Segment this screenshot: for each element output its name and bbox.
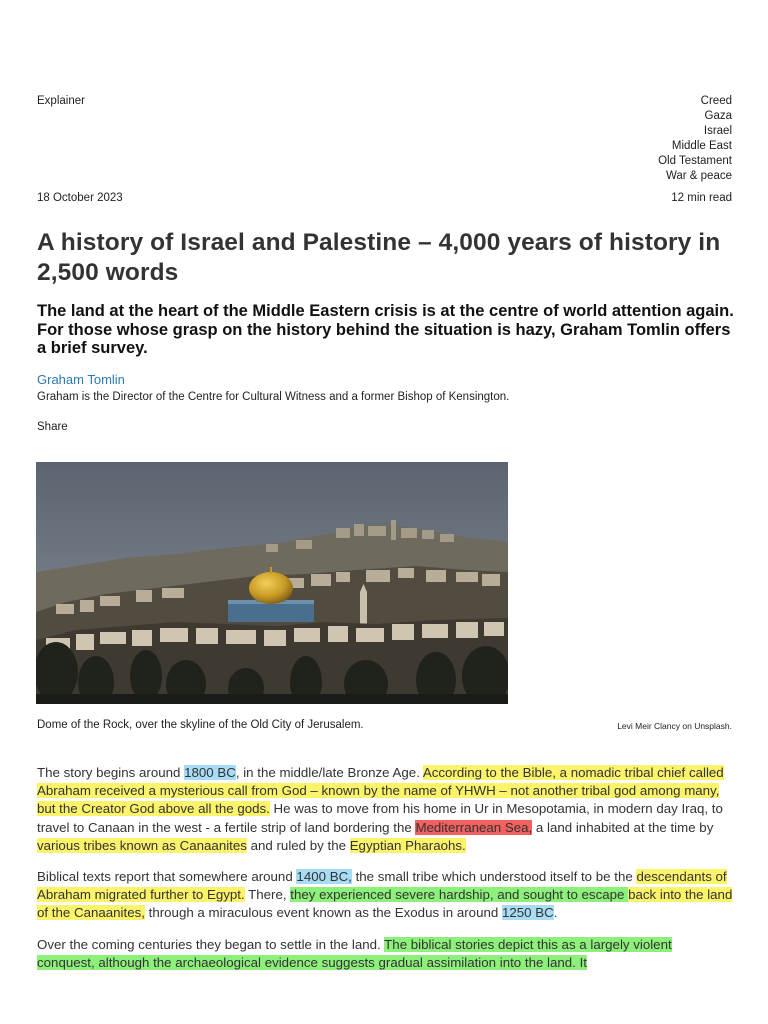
body-paragraph (37, 764, 733, 855)
text-segment: Over the coming centuries they began to settle in the land. (37, 936, 385, 952)
tag-link[interactable]: Middle East (671, 140, 732, 152)
jerusalem-skyline-image (36, 462, 508, 704)
read-time: 12 min read (671, 192, 732, 204)
text-segment: . (553, 905, 558, 921)
article-meta (37, 191, 732, 206)
highlighted-event: The biblical stories depict this as a largely violent conquest, although the archaeological evidence suggests gradual assimilation into the land. It (37, 936, 672, 970)
author-bio: Graham is the Director of the Centre for Cultural Witness and a former Bishop of Kensington. (37, 391, 510, 403)
image-caption: Dome of the Rock, over the skyline of the Old City of Jerusalem. (37, 719, 364, 731)
text-segment: and ruled by the (246, 837, 350, 853)
text-segment: through a miraculous event known as the Exodus in around (144, 905, 502, 921)
highlighted-text: back into the land of the Canaanites, (37, 887, 733, 921)
category-label[interactable]: Explainer (37, 95, 85, 107)
tag-link[interactable]: Israel (703, 125, 732, 137)
text-segment: the small tribe which understood itself to be the (351, 869, 637, 885)
tag-link[interactable]: Creed (700, 95, 732, 107)
body-paragraph (37, 936, 733, 972)
article-header (37, 94, 732, 184)
highlighted-text: Egyptian Pharaohs. (349, 837, 466, 853)
article-standfirst: The land at the heart of the Middle Eastern crisis is at the centre of world attention again. For those whose grasp on the history behind the situation is hazy, Graham Tomlin offers a brief survey. (37, 302, 734, 357)
highlighted-place: Mediterranean Sea, (415, 819, 533, 835)
highlighted-text: descendants of Abraham migrated further to Egypt. (37, 869, 727, 903)
highlighted-event: they experienced severe hardship, and sought to escape (290, 887, 629, 903)
tag-list (658, 94, 732, 184)
highlighted-date: 1250 BC (501, 905, 554, 921)
highlighted-text: According to the Bible, a nomadic tribal chief called Abraham received a mysterious call from God – known by the name of YHWH – not another tribal god among many, but the Creator God above all the gods. (37, 765, 724, 817)
highlighted-text: various tribes known as Canaanites (37, 837, 247, 853)
text-segment: a land inhabited at the time by (532, 819, 714, 835)
publish-date: 18 October 2023 (37, 192, 123, 204)
highlighted-date: 1800 BC (184, 765, 236, 780)
article-photo (36, 462, 508, 704)
text-segment: The story begins around (37, 765, 185, 780)
text-segment: There, (244, 887, 291, 903)
highlighted-date: 1400 BC, (296, 869, 352, 885)
article-body (37, 764, 733, 985)
image-credit: Levi Meir Clancy on Unsplash. (617, 721, 732, 731)
text-segment: He was to move from his home in Ur in Mesopotamia, in modern day Iraq, to travel to Canaan in the west - a fertile strip of land bordering the (37, 801, 723, 835)
tag-link[interactable]: Old Testament (658, 155, 732, 167)
body-paragraph (37, 868, 733, 923)
author-link[interactable]: Graham Tomlin (37, 372, 125, 387)
text-segment: Biblical texts report that somewhere around (37, 869, 297, 885)
text-segment: , in the middle/late Bronze Age. (235, 765, 423, 780)
share-button[interactable]: Share (37, 421, 68, 433)
tag-link[interactable]: Gaza (704, 110, 732, 122)
tag-link[interactable]: War & peace (665, 170, 732, 182)
article-title: A history of Israel and Palestine – 4,000 years of history in 2,500 words (37, 229, 721, 286)
